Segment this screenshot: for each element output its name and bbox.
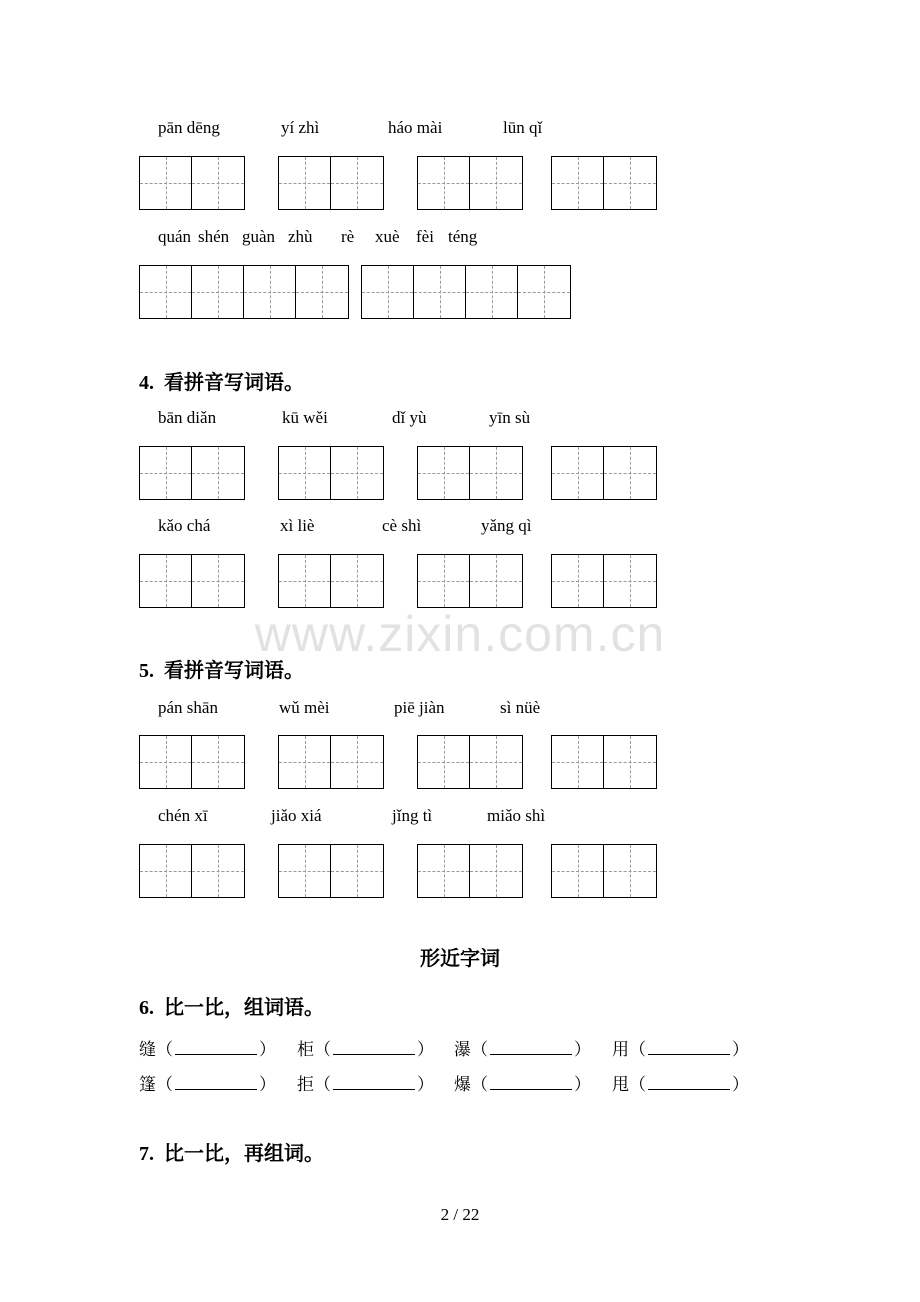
writing-box-2[interactable] [551, 844, 657, 898]
pinyin-label: guàn [242, 227, 276, 246]
pinyin-label: shén [198, 227, 230, 246]
compare-char: 爆 [454, 1075, 471, 1094]
pinyin-label: jiǎo xiá [271, 806, 322, 825]
writing-grid-row [0, 554, 920, 608]
compare-char: 瀑 [454, 1040, 471, 1059]
paren-close: ） [417, 1075, 434, 1094]
writing-box-2[interactable] [417, 735, 523, 789]
writing-box-2[interactable] [139, 446, 245, 500]
writing-box-2[interactable] [139, 156, 245, 210]
answer-blank[interactable] [175, 1038, 257, 1055]
paren-open: （ [471, 1075, 488, 1094]
pinyin-label: jǐng tì [392, 806, 433, 825]
paren-close: ） [732, 1040, 749, 1059]
compare-char: 缝 [139, 1040, 156, 1059]
question-heading-6 [139, 991, 324, 1020]
pinyin-label: piē jiàn [394, 698, 445, 717]
pinyin-label: rè [341, 227, 355, 246]
page-separator: / [449, 1205, 463, 1224]
compare-char: 柜 [297, 1040, 314, 1059]
question-number: 5. [139, 660, 154, 682]
paren-open: （ [156, 1040, 173, 1059]
compare-item [612, 1070, 749, 1095]
paren-open: （ [314, 1075, 331, 1094]
question-number: 4. [139, 372, 154, 394]
paren-close: ） [574, 1040, 591, 1059]
compare-item [612, 1035, 749, 1060]
paren-close: ） [732, 1075, 749, 1094]
question-title: 看拼音写词语。 [164, 372, 304, 394]
pinyin-row [0, 698, 920, 722]
pinyin-label: bān diǎn [158, 408, 217, 427]
question-title: 比一比，再组词。 [164, 1143, 324, 1165]
pinyin-row [0, 806, 920, 830]
writing-box-2[interactable] [278, 844, 384, 898]
answer-blank[interactable] [175, 1073, 257, 1090]
paren-close: ） [417, 1040, 434, 1059]
compare-char: 用 [612, 1040, 629, 1059]
writing-box-2[interactable] [551, 446, 657, 500]
compare-item [297, 1070, 434, 1095]
pinyin-label: háo mài [388, 118, 443, 137]
writing-grid-row [0, 156, 920, 210]
writing-grid-row [0, 265, 920, 319]
pinyin-label: cè shì [382, 516, 422, 535]
pinyin-label: chén xī [158, 806, 208, 825]
writing-grid-row [0, 735, 920, 789]
watermark: www.zixin.com.cn [254, 606, 666, 662]
answer-blank[interactable] [333, 1073, 415, 1090]
writing-box-2[interactable] [139, 735, 245, 789]
compare-char: 甩 [612, 1075, 629, 1094]
pinyin-label: dǐ yù [392, 408, 427, 427]
writing-box-2[interactable] [551, 156, 657, 210]
page-number [0, 1205, 920, 1225]
compare-row [139, 1070, 779, 1094]
writing-box-2[interactable] [139, 844, 245, 898]
pinyin-label: zhù [288, 227, 313, 246]
paren-close: ） [574, 1075, 591, 1094]
writing-box-2[interactable] [417, 446, 523, 500]
pinyin-row [0, 118, 920, 142]
compare-item [454, 1035, 591, 1060]
writing-box-2[interactable] [278, 446, 384, 500]
answer-blank[interactable] [648, 1038, 730, 1055]
writing-box-2[interactable] [278, 156, 384, 210]
compare-item [139, 1035, 276, 1060]
question-heading-7 [139, 1137, 324, 1166]
compare-item [297, 1035, 434, 1060]
question-title: 比一比，组词语。 [164, 997, 324, 1019]
question-heading-5 [139, 654, 304, 683]
writing-box-2[interactable] [278, 735, 384, 789]
pinyin-row [0, 516, 920, 540]
section-title: 形近字词 [420, 948, 500, 970]
compare-char: 拒 [297, 1075, 314, 1094]
question-number: 7. [139, 1143, 154, 1165]
pinyin-label: lūn qǐ [503, 118, 543, 137]
question-heading-4 [139, 366, 304, 395]
page-total: 22 [462, 1205, 480, 1224]
pinyin-label: miǎo shì [487, 806, 546, 825]
pinyin-label: yǎng qì [481, 516, 532, 535]
pinyin-label: kū wěi [282, 408, 328, 427]
paren-open: （ [629, 1040, 646, 1059]
writing-grid-row [0, 446, 920, 500]
writing-box-2[interactable] [417, 554, 523, 608]
paren-close: ） [259, 1075, 276, 1094]
paren-open: （ [314, 1040, 331, 1059]
compare-item [454, 1070, 591, 1095]
pinyin-label: sì nüè [500, 698, 541, 717]
writing-box-2[interactable] [417, 156, 523, 210]
pinyin-label: yīn sù [489, 408, 531, 427]
pinyin-row [0, 227, 920, 251]
writing-grid-row [0, 844, 920, 898]
paren-open: （ [471, 1040, 488, 1059]
question-title: 看拼音写词语。 [164, 660, 304, 682]
pinyin-label: xì liè [280, 516, 315, 535]
answer-blank[interactable] [490, 1038, 572, 1055]
pinyin-label: yí zhì [281, 118, 320, 137]
pinyin-label: téng [448, 227, 478, 246]
paren-open: （ [629, 1075, 646, 1094]
pinyin-label: quán [158, 227, 192, 246]
question-number: 6. [139, 997, 154, 1019]
writing-box-2[interactable] [551, 554, 657, 608]
paren-open: （ [156, 1075, 173, 1094]
compare-item [139, 1070, 276, 1095]
pinyin-label: wǔ mèi [279, 698, 330, 717]
answer-blank[interactable] [490, 1073, 572, 1090]
writing-box-4[interactable] [361, 265, 571, 319]
writing-box-2[interactable] [278, 554, 384, 608]
writing-box-2[interactable] [551, 735, 657, 789]
page-current: 2 [440, 1205, 450, 1224]
pinyin-label: xuè [375, 227, 400, 246]
pinyin-label: pān dēng [158, 118, 220, 137]
pinyin-label: fèi [416, 227, 434, 246]
pinyin-label: kǎo chá [158, 516, 211, 535]
answer-blank[interactable] [648, 1073, 730, 1090]
paren-close: ） [259, 1040, 276, 1059]
pinyin-row [0, 408, 920, 432]
writing-box-2[interactable] [139, 554, 245, 608]
pinyin-label: pán shān [158, 698, 218, 717]
writing-box-2[interactable] [417, 844, 523, 898]
compare-row [139, 1035, 779, 1059]
writing-box-4[interactable] [139, 265, 349, 319]
compare-char: 篷 [139, 1075, 156, 1094]
answer-blank[interactable] [333, 1038, 415, 1055]
